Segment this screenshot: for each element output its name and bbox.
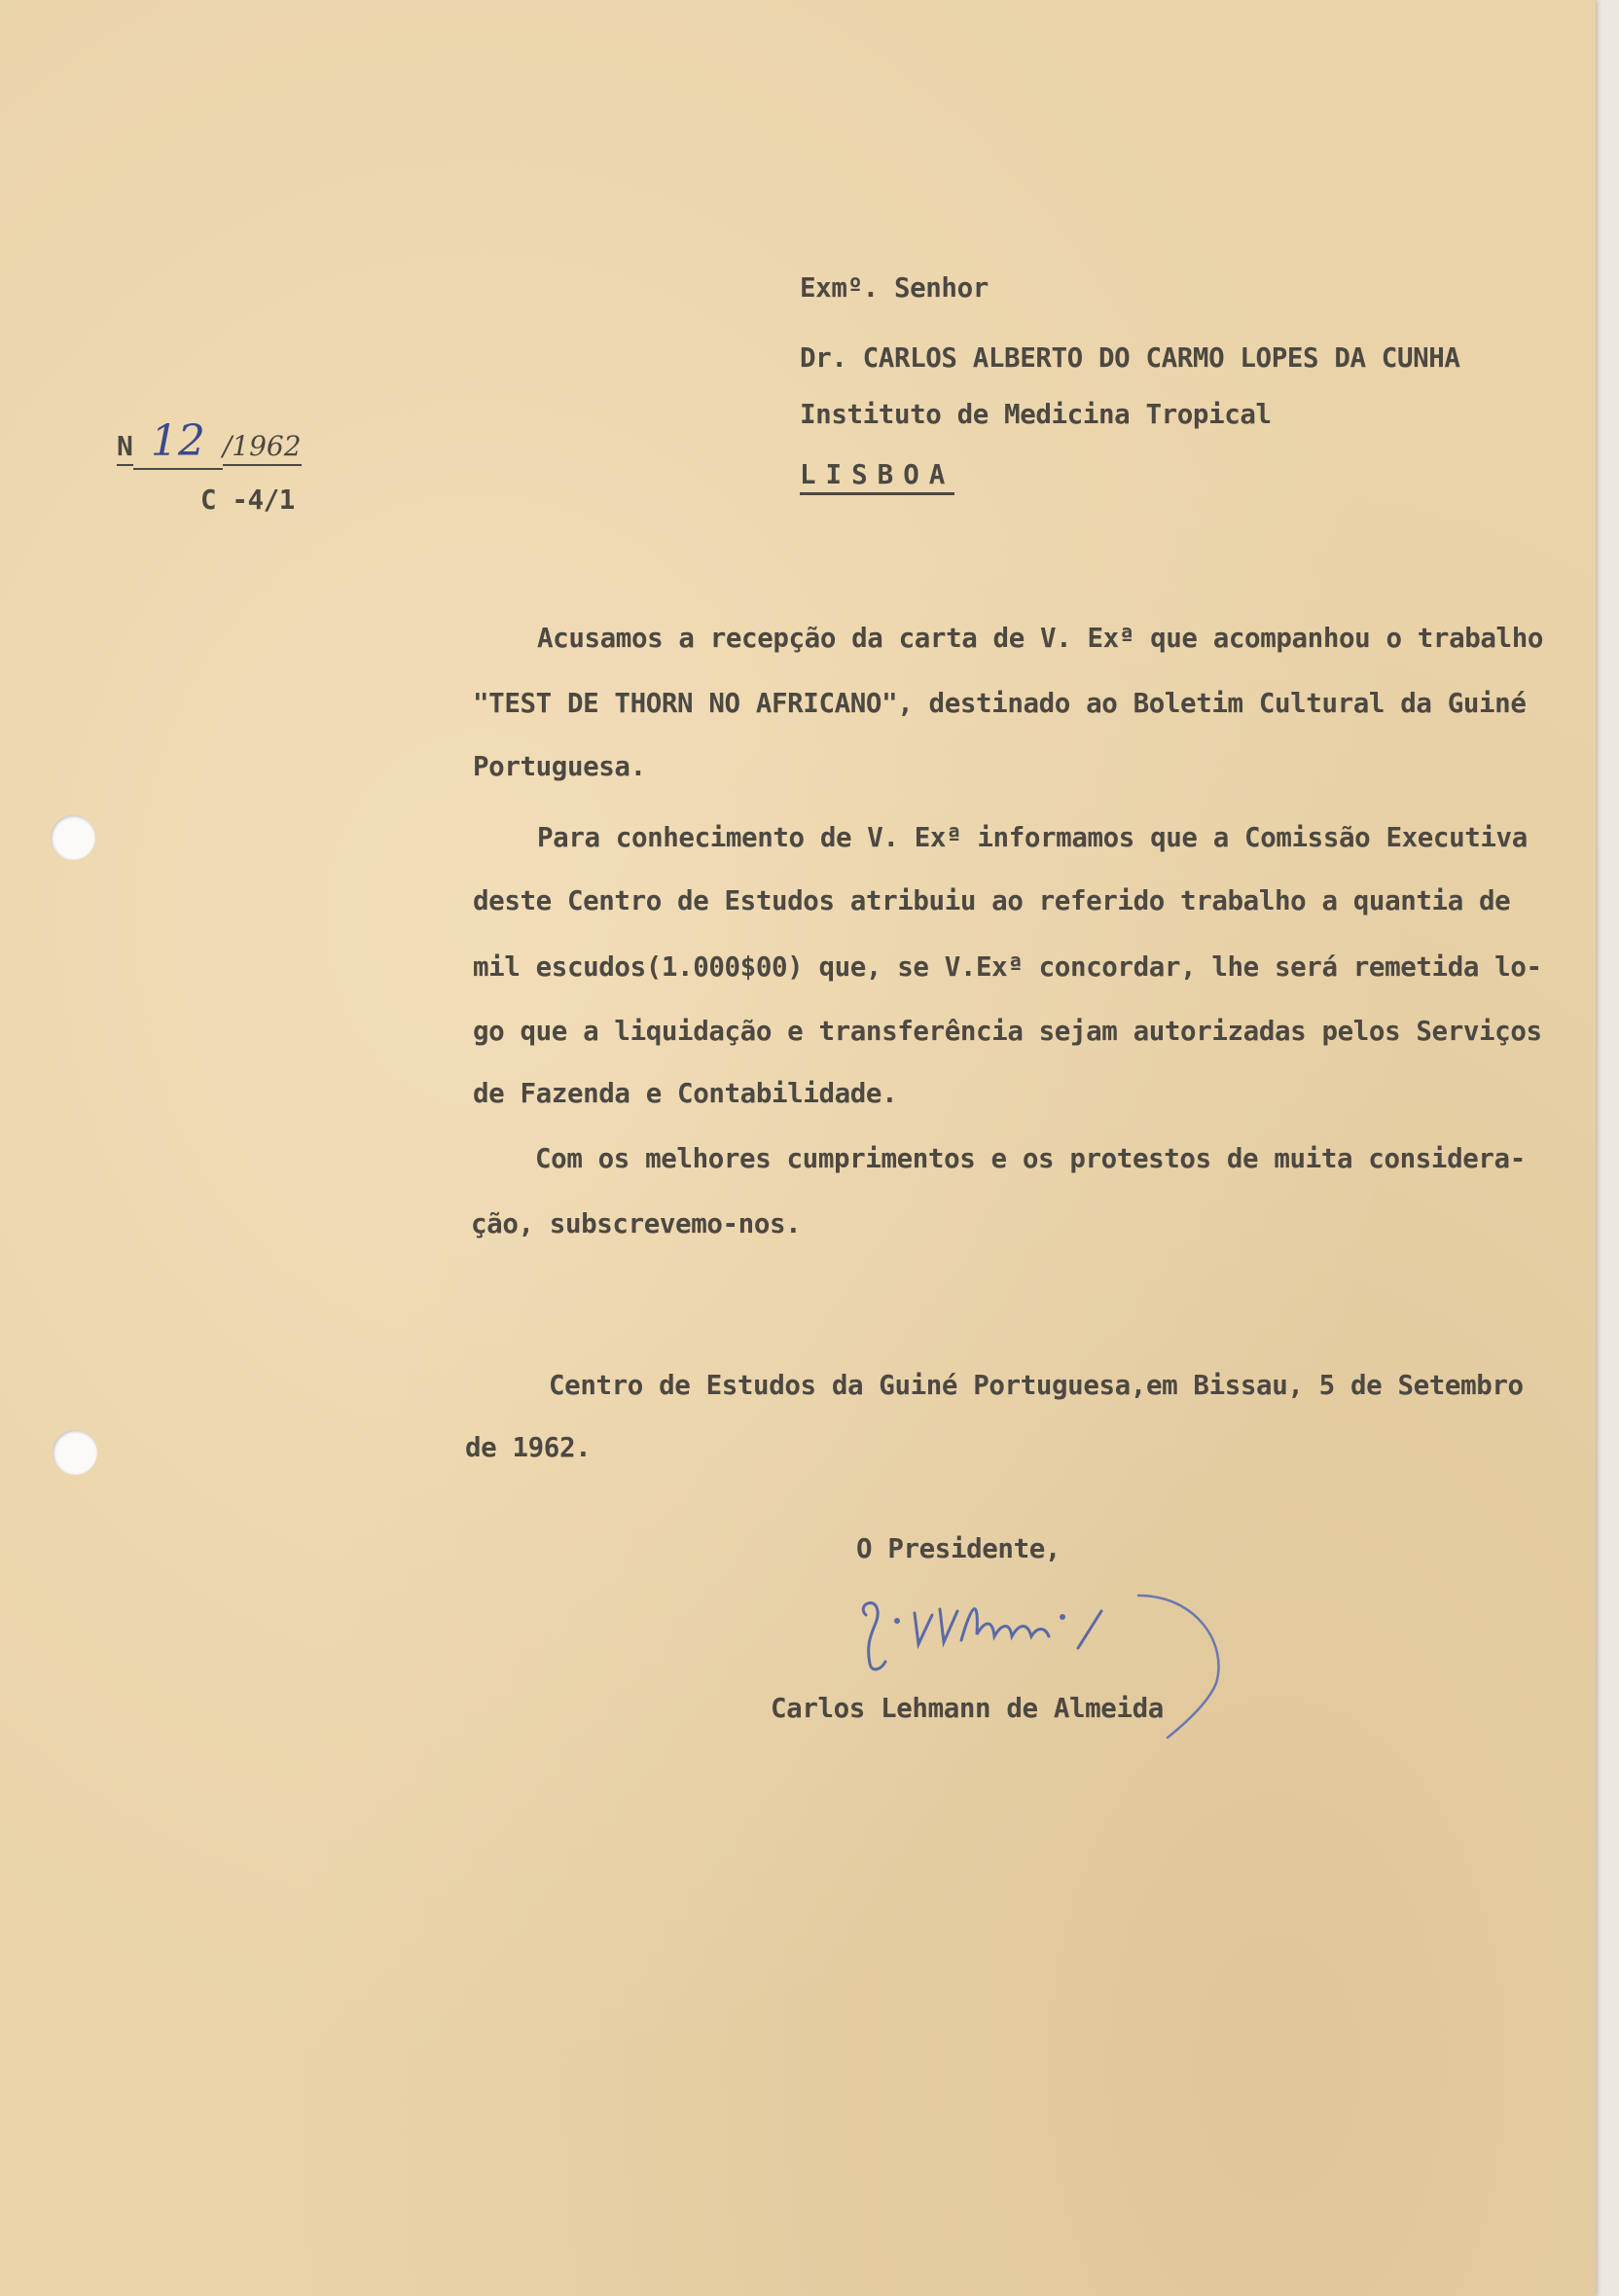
recipient-salutation: Exmº. Senhor	[800, 272, 989, 304]
signatory-name: Carlos Lehmann de Almeida	[771, 1693, 1164, 1724]
body-line-5: deste Centro de Estudos atribuiu ao referido trabalho a quantia de	[473, 885, 1511, 916]
reference-prefix: N	[117, 430, 133, 466]
body-line-1: Acusamos a recepção da carta de V. Exª que acompanhou o trabalho	[537, 623, 1544, 654]
signatory-title: O Presidente,	[856, 1533, 1061, 1564]
punch-hole-top	[51, 815, 95, 860]
body-line-6: mil escudos(1.000$00) que, se V.Exª concordar, lhe será remetida lo-	[473, 951, 1542, 983]
reference-number	[117, 416, 302, 470]
reference-year: /1962	[223, 430, 302, 466]
body-line-8: de Fazenda e Contabilidade.	[473, 1078, 898, 1109]
body-line-3: Portuguesa.	[473, 751, 646, 782]
body-line-7: go que a liquidação e transferência sejam autorizadas pelos Serviços	[473, 1016, 1542, 1047]
recipient-name: Dr. CARLOS ALBERTO DO CARMO LOPES DA CUNHA	[800, 342, 1460, 374]
punch-hole-bottom	[53, 1430, 97, 1475]
body-line-9: Com os melhores cumprimentos e os protestos de muita considera-	[535, 1143, 1526, 1174]
body-line-2: "TEST DE THORN NO AFRICANO", destinado ao Boletim Cultural da Guiné	[473, 688, 1527, 719]
reference-handwritten-number: 12	[133, 416, 223, 470]
body-line-4: Para conhecimento de V. Exª informamos que a Comissão Executiva	[537, 822, 1528, 853]
recipient-city-wrap	[800, 459, 954, 490]
body-line-10: ção, subscrevemo-nos.	[471, 1208, 802, 1239]
reference-code: C -4/1	[200, 484, 295, 516]
closing-place-date-line-2: de 1962.	[465, 1432, 592, 1463]
recipient-institution: Instituto de Medicina Tropical	[800, 399, 1272, 430]
recipient-city: LISBOA	[800, 459, 954, 495]
closing-place-date-line-1: Centro de Estudos da Guiné Portuguesa,em Bissau, 5 de Setembro	[549, 1370, 1524, 1401]
